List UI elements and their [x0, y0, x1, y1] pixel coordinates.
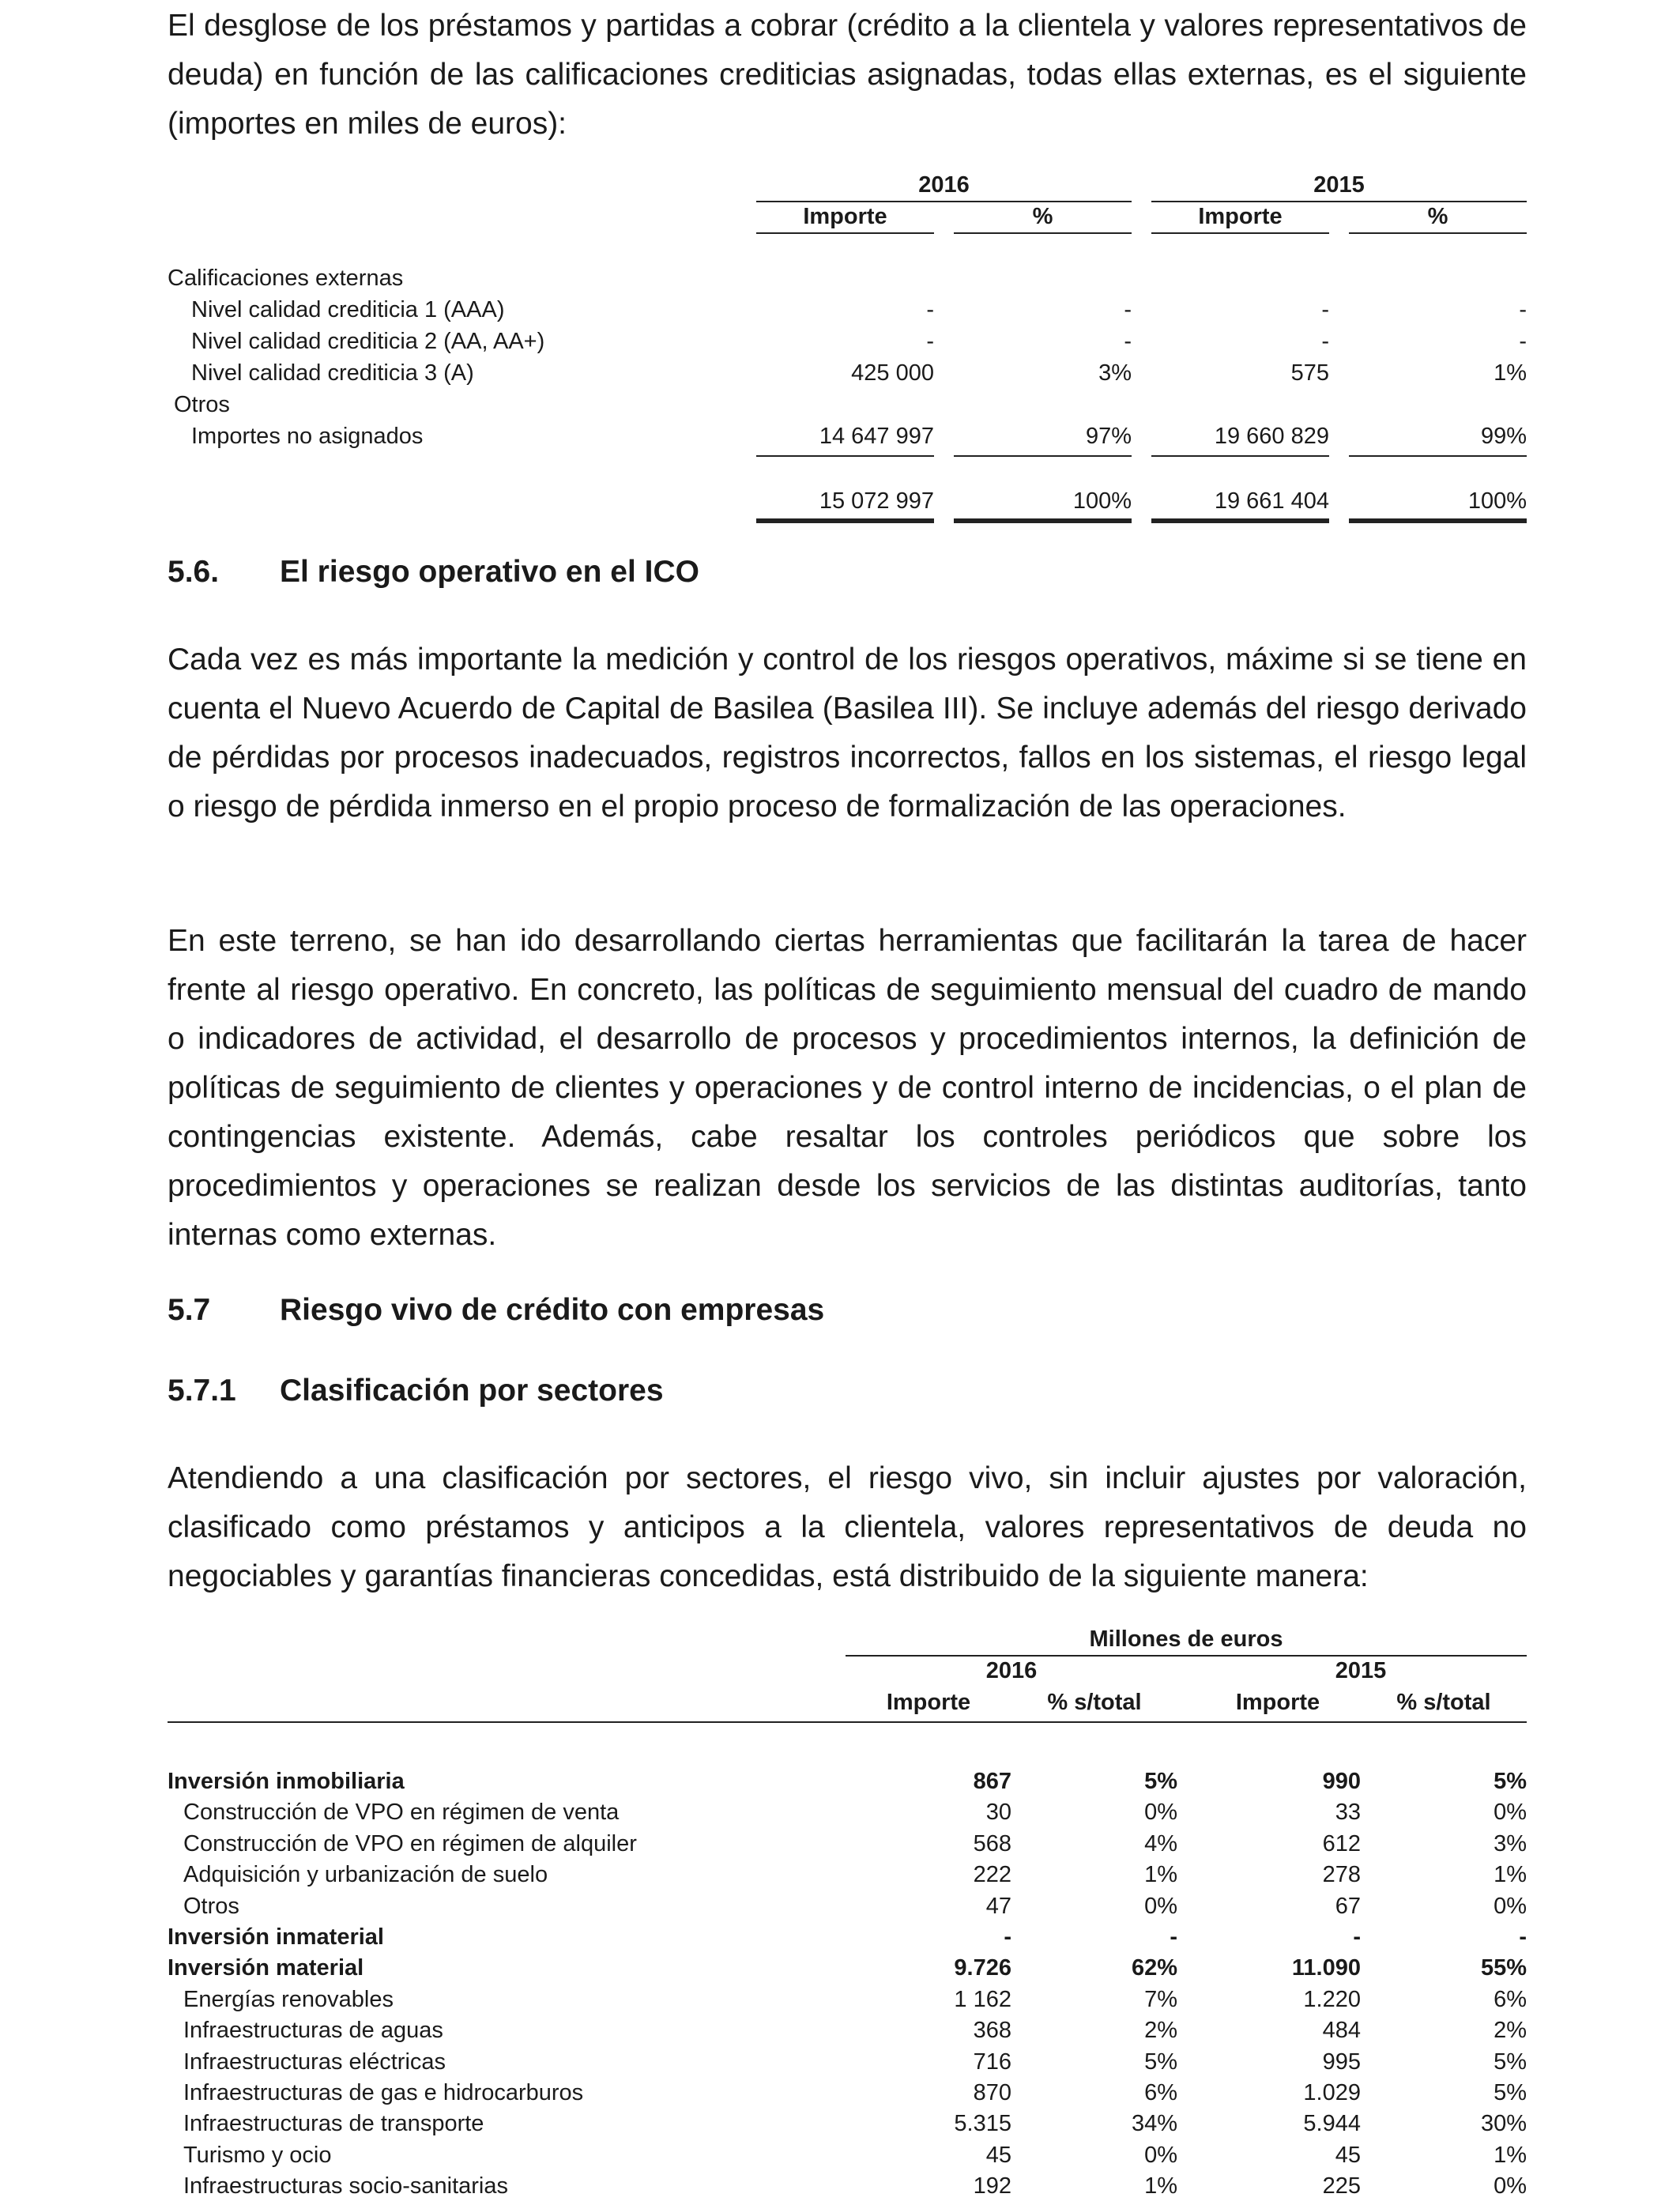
section-5-7-1-number: 5.7.1: [168, 1374, 236, 1408]
sector-paragraph: Atendiendo a una clasificación por sectores, el riesgo vivo, sin incluir ajustes por valoración, clasificado como préstamos y anticipos a la clientela, valores representativos de deuda no negociables y garantías financieras concedidas, está distribuido de la siguiente manera:: [168, 1461, 1527, 1593]
sector-row: [168, 2173, 1527, 2205]
ratings-unassigned-label: Importes no asignados: [191, 424, 424, 449]
section-5-7-number: 5.7: [168, 1293, 211, 1327]
section-5-7-1-heading: [168, 1374, 664, 1408]
ratings-row-imp2016: 425 000: [851, 360, 934, 386]
sector-row-pct2015: 5%: [1494, 2080, 1527, 2105]
sector-row-pct2016: 0%: [1144, 1893, 1177, 1919]
sector-row-pct2016: 1%: [1144, 1862, 1177, 1888]
ratings-total-pct2016: 100%: [1072, 488, 1132, 514]
sector-row: [168, 2049, 1527, 2081]
sector-row-imp2015: 990: [1322, 1769, 1361, 1794]
sector-row-imp2016: 45: [985, 2142, 1011, 2168]
sector-row-label: Infraestructuras de transporte: [183, 2111, 484, 2137]
sector-row-imp2015: 225: [1322, 2173, 1361, 2199]
sector-row: [168, 1769, 1527, 1800]
ratings-group-row: [168, 266, 1527, 297]
sector-row-imp2015: 484: [1322, 2018, 1361, 2044]
sector-row-imp2015: 612: [1322, 1830, 1361, 1856]
section-5-6-heading: [168, 555, 699, 590]
sector-row-pct2015: -: [1519, 1924, 1527, 1950]
sector-row-imp2016: 568: [973, 1830, 1011, 1856]
ratings-row-pct2016: -: [1124, 297, 1132, 322]
sector-row-imp2015: 995: [1322, 2049, 1361, 2075]
ratings-row-imp2016: -: [926, 297, 934, 322]
ratings-col-importe-2015: Importe: [1151, 204, 1329, 234]
sector-row-pct2015: 3%: [1494, 1830, 1527, 1856]
sector-row-pct2015: 1%: [1494, 2142, 1527, 2168]
ratings-row-label: Nivel calidad crediticia 3 (A): [191, 360, 474, 386]
sector-row-imp2016: 716: [973, 2049, 1011, 2075]
sector-row-pct2015: 55%: [1480, 1955, 1527, 1981]
operational-risk-paragraph-1: Cada vez es más importante la medición y control de los riesgos operativos, máxime si se tiene en cuenta el Nuevo Acuerdo de Capital de Basilea (Basilea III). Se incluye además del riesgo derivado de pérdidas por procesos inadecuados, registros incorrectos, fallos en los sistemas, el riesgo legal o riesgo de pérdida inmerso en el propio proceso de formalización de las operaciones.: [168, 643, 1527, 824]
sector-row-label: Inversión inmobiliaria: [168, 1769, 405, 1794]
ratings-col-pct-2015: %: [1349, 204, 1527, 234]
sector-row: [168, 1862, 1527, 1894]
sector-row-imp2016: 870: [973, 2080, 1011, 2105]
ratings-row-imp2015: -: [1321, 329, 1329, 354]
sector-row-imp2016: 1 162: [954, 1986, 1011, 2012]
sector-unit-header: Millones de euros: [846, 1626, 1527, 1657]
sector-row-label: Adquisición y urbanización de suelo: [183, 1862, 548, 1888]
ratings-unassigned-pct2016: 97%: [1085, 424, 1132, 449]
section-5-7-heading: [168, 1293, 824, 1328]
sector-row-imp2015: 278: [1322, 1862, 1361, 1888]
ratings-row-imp2015: 575: [1290, 360, 1329, 386]
sector-row-label: Construcción de VPO en régimen de venta: [183, 1800, 620, 1826]
sector-row-pct2015: 5%: [1494, 2049, 1527, 2075]
ratings-otros-row: [168, 392, 1527, 424]
sector-row-pct2015: 6%: [1494, 1986, 1527, 2012]
ratings-total-row: [168, 488, 1527, 520]
intro-paragraph: El desglose de los préstamos y partidas a cobrar (crédito a la clientela y valores representativos de deuda) en función de las calificaciones crediticias asignadas, todas ellas externas, es el siguiente (importes en miles de euros):: [168, 9, 1527, 141]
sector-row-imp2016: 9.726: [954, 1955, 1011, 1981]
sector-row-label: Inversión material: [168, 1955, 364, 1981]
sector-col-pct-2016: % s/total: [1047, 1690, 1142, 1715]
ratings-subtotal-rule: [1349, 455, 1527, 457]
ratings-col-pct-2016: %: [954, 204, 1132, 234]
sector-row: [168, 2111, 1527, 2143]
sector-row-imp2016: 47: [985, 1893, 1011, 1919]
sector-row-pct2015: 30%: [1480, 2111, 1527, 2137]
ratings-row-imp2016: -: [926, 329, 934, 354]
sector-row-imp2015: 1.220: [1303, 1986, 1361, 2012]
ratings-row-imp2015: -: [1321, 297, 1329, 322]
ratings-total-rule: [1349, 518, 1527, 523]
sector-row-pct2016: 0%: [1144, 1800, 1177, 1826]
sector-row: [168, 1955, 1527, 1987]
ratings-row-pct2016: -: [1124, 329, 1132, 354]
ratings-total-rule: [756, 518, 934, 523]
sector-row-imp2015: -: [1353, 1924, 1361, 1950]
sector-row-label: Infraestructuras socio-sanitarias: [183, 2173, 508, 2199]
sector-row-imp2015: 33: [1335, 1800, 1361, 1826]
sector-row: [168, 1831, 1527, 1863]
sector-row-imp2015: 11.090: [1291, 1955, 1361, 1981]
sector-row-pct2016: 6%: [1144, 2080, 1177, 2105]
sector-row-pct2016: -: [1170, 1924, 1177, 1950]
sector-row-pct2016: 7%: [1144, 1986, 1177, 2012]
sector-row-imp2016: 368: [973, 2018, 1011, 2044]
sector-row: [168, 1924, 1527, 1956]
sector-row: [168, 2143, 1527, 2174]
section-5-7-1-title: Clasificación por sectores: [280, 1374, 664, 1408]
sector-col-importe-2015: Importe: [1235, 1690, 1320, 1715]
sector-row-label: Inversión inmaterial: [168, 1924, 384, 1950]
sector-row-pct2015: 0%: [1494, 1800, 1527, 1826]
sector-row-label: Construcción de VPO en régimen de alquiler: [183, 1830, 637, 1856]
ratings-col-importe-2016: Importe: [756, 204, 934, 234]
sector-row-imp2016: 867: [973, 1769, 1011, 1794]
sector-row-pct2016: 5%: [1144, 2049, 1177, 2075]
sector-row-pct2016: 62%: [1131, 1955, 1177, 1981]
ratings-total-rule: [954, 518, 1132, 523]
sector-row-label: Infraestructuras de gas e hidrocarburos: [183, 2080, 584, 2105]
ratings-row-pct2015: -: [1519, 297, 1527, 322]
ratings-subtotal-rule: [756, 455, 934, 457]
ratings-row-label: Nivel calidad crediticia 2 (AA, AA+): [191, 329, 545, 354]
ratings-otros-label: Otros: [174, 392, 230, 417]
ratings-row: [168, 297, 1527, 329]
sector-row-imp2016: 5.315: [954, 2111, 1011, 2137]
section-5-7-title: Riesgo vivo de crédito con empresas: [280, 1293, 825, 1327]
sector-row-pct2016: 2%: [1144, 2018, 1177, 2044]
ratings-unassigned-imp2015: 19 660 829: [1214, 424, 1329, 449]
sector-row-pct2015: 1%: [1494, 1862, 1527, 1888]
sector-row: [168, 2018, 1527, 2049]
sector-row-label: Energías renovables: [183, 1986, 394, 2012]
sector-row: [168, 1894, 1527, 1925]
sector-row-pct2015: 0%: [1494, 1893, 1527, 1919]
sector-year-2015: 2015: [1335, 1658, 1387, 1683]
ratings-total-imp2015: 19 661 404: [1214, 488, 1329, 514]
ratings-total-rule: [1151, 518, 1329, 523]
ratings-unassigned-pct2015: 99%: [1480, 424, 1527, 449]
sector-row-imp2015: 1.029: [1303, 2080, 1361, 2105]
ratings-row: [168, 360, 1527, 392]
ratings-row-pct2015: 1%: [1494, 360, 1527, 386]
ratings-unassigned-row: [168, 424, 1527, 455]
sector-row-imp2016: -: [1004, 1924, 1011, 1950]
sector-row-pct2016: 4%: [1144, 1830, 1177, 1856]
sector-row-imp2015: 5.944: [1303, 2111, 1361, 2137]
sector-header-rule: [168, 1721, 1527, 1723]
ratings-unassigned-imp2016: 14 647 997: [819, 424, 934, 449]
sector-row-pct2016: 5%: [1144, 1769, 1177, 1794]
sector-row-label: Infraestructuras de aguas: [183, 2018, 443, 2044]
sector-row-imp2015: 67: [1335, 1893, 1361, 1919]
sector-row-pct2015: 5%: [1494, 1769, 1527, 1794]
sector-row-pct2016: 0%: [1144, 2142, 1177, 2168]
ratings-group-label: Calificaciones externas: [168, 266, 404, 291]
sector-col-pct-2015: % s/total: [1396, 1690, 1491, 1715]
sector-row-label: Turismo y ocio: [183, 2142, 332, 2168]
section-5-6-title: El riesgo operativo en el ICO: [280, 555, 699, 589]
ratings-year-2016: 2016: [756, 172, 1132, 202]
sector-row: [168, 1987, 1527, 2018]
sector-row: [168, 2080, 1527, 2112]
ratings-subtotal-rule: [954, 455, 1132, 457]
sector-row-imp2016: 192: [973, 2173, 1011, 2199]
ratings-total-pct2015: 100%: [1467, 488, 1527, 514]
sector-row-imp2016: 222: [973, 1862, 1011, 1888]
operational-risk-paragraph-2: En este terreno, se han ido desarrollando ciertas herramientas que facilitarán la tarea de hacer frente al riesgo operativo. En concreto, las políticas de seguimiento mensual del cuadro de mando o indicadores de actividad, el desarrollo de procesos y procedimientos internos, la definición de políticas de seguimiento de clientes y operaciones y de control interno de incidencias, o el plan de contingencias existente. Además, cabe resaltar los controles periódicos que sobre los procedimientos y operaciones se realizan desde los servicios de las distintas auditorías, tanto internas como externas.: [168, 924, 1527, 1252]
ratings-row-pct2016: 3%: [1098, 360, 1132, 386]
ratings-year-2015: 2015: [1151, 172, 1527, 202]
sector-row-label: Infraestructuras eléctricas: [183, 2049, 446, 2075]
section-5-6-number: 5.6.: [168, 555, 220, 589]
ratings-total-imp2016: 15 072 997: [819, 488, 934, 514]
ratings-subtotal-rule: [1151, 455, 1329, 457]
sector-col-importe-2016: Importe: [886, 1690, 971, 1715]
ratings-row-label: Nivel calidad crediticia 1 (AAA): [191, 297, 505, 322]
sector-row-pct2015: 0%: [1494, 2173, 1527, 2199]
ratings-row-pct2015: -: [1519, 329, 1527, 354]
sector-row-imp2016: 30: [985, 1800, 1011, 1826]
sector-row-pct2016: 34%: [1131, 2111, 1177, 2137]
sector-row-pct2015: 2%: [1494, 2018, 1527, 2044]
ratings-row: [168, 329, 1527, 360]
sector-row-imp2015: 45: [1335, 2142, 1361, 2168]
sector-year-2016: 2016: [985, 1658, 1038, 1683]
sector-row: [168, 1800, 1527, 1831]
sector-row-pct2016: 1%: [1144, 2173, 1177, 2199]
sector-row-label: Otros: [183, 1893, 239, 1919]
